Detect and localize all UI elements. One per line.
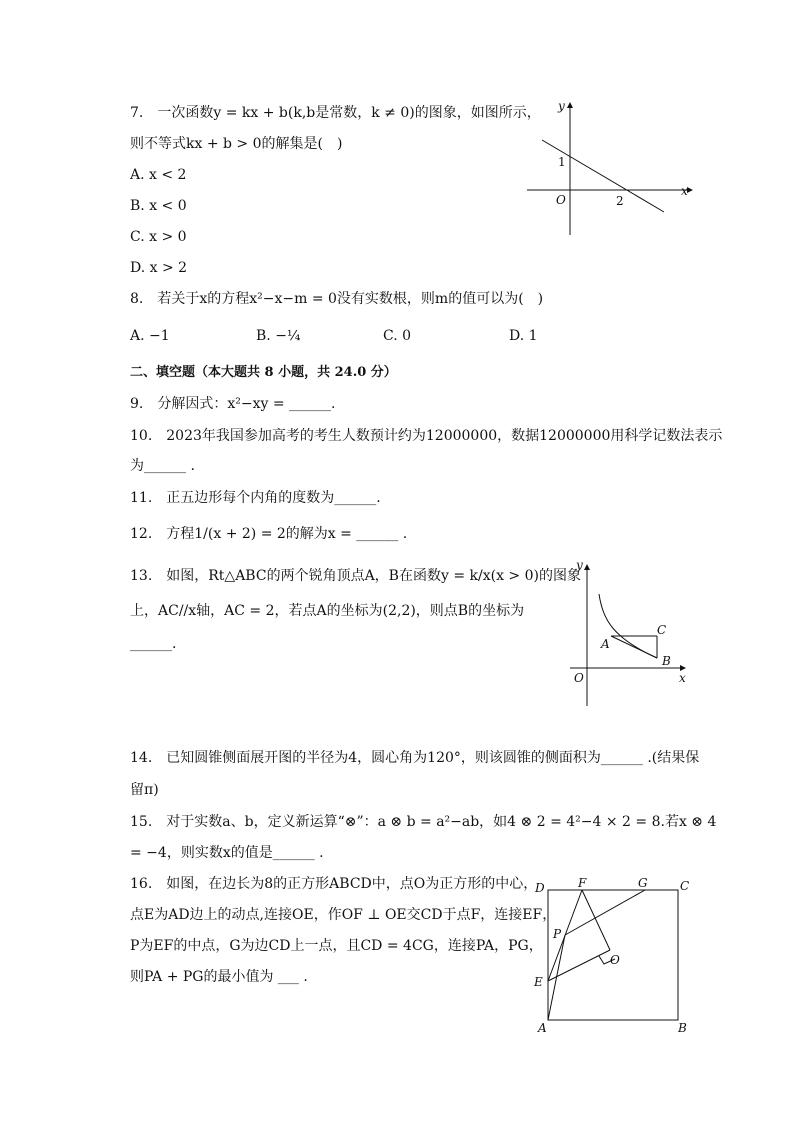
q16-segment-eo <box>548 950 610 981</box>
q16-line4: 则PA + PG的最小值为 ___ . <box>130 969 308 985</box>
q7-option-d: D. x > 2 <box>130 260 188 276</box>
q7-y-arrow <box>567 102 573 108</box>
q13-inverse-graph <box>565 558 695 708</box>
q14-line1: 14. 已知圆锥侧面展开图的半径为4，圆心角为120°，则该圆锥的侧面积为______ .(结果保 <box>130 750 700 766</box>
q13-line1: 13. 如图，Rt△ABC的两个锐角顶点A，B在函数y = k/x(x > 0)的图象 <box>130 568 581 584</box>
q7-option-b: B. x < 0 <box>130 198 187 214</box>
q16-line3: P为EF的中点，G为边CD上一点，且CD = 4CG，连接PA，PG， <box>130 938 543 954</box>
q7-linear-graph <box>522 98 702 238</box>
q16-label-f: F <box>578 876 587 890</box>
q7-y-intercept-label: 1 <box>558 155 566 169</box>
section2-title: 二、填空题（本大题共 8 小题，共 24.0 分） <box>130 365 397 380</box>
q16-segment-pa <box>548 935 565 1020</box>
q13-c-label: C <box>657 623 667 637</box>
q7-x-intercept-label: 2 <box>616 194 624 208</box>
q13-segment-ab <box>611 636 657 658</box>
q7-option-a: A. x < 2 <box>130 167 187 183</box>
q16-line1: 16. 如图，在边长为8的正方形ABCD中，点O为正方形的中心， <box>130 876 538 892</box>
q7-x-label: x <box>681 184 688 198</box>
q14-line2: 留π) <box>130 782 159 798</box>
q7-option-c: C. x > 0 <box>130 229 187 245</box>
q16-label-a: A <box>538 1021 547 1035</box>
q7-x-arrow <box>687 187 693 193</box>
q8-line1: 8. 若关于x的方程x²−x−m = 0没有实数根，则m的值可以为( ) <box>130 291 544 307</box>
q8-option-c: C. 0 <box>383 328 412 344</box>
q13-b-label: B <box>662 654 671 668</box>
q13-y-arrow <box>584 564 590 570</box>
q16-segment-pg <box>565 890 645 935</box>
q7-y-label: y <box>558 99 565 113</box>
q7-line2: 则不等式kx + b > 0的解集是( ) <box>130 136 343 152</box>
q15-line1: 15. 对于实数a、b，定义新运算“⊗”：a ⊗ b = a²−ab，如4 ⊗ 2 = 4²−4 × 2 = 8.若x ⊗ 4 <box>130 814 717 830</box>
q16-label-g: G <box>638 876 648 890</box>
q13-line3: ______. <box>130 636 177 652</box>
q16-label-e: E <box>534 975 543 989</box>
q13-x-label: x <box>679 671 686 685</box>
q13-origin-label: O <box>574 671 584 685</box>
q13-y-label: y <box>576 558 583 572</box>
q16-label-d: D <box>535 881 545 895</box>
q13-a-label: A <box>601 637 610 651</box>
q16-line2: 点E为AD边上的动点,连接OE，作OF ⊥ OE交CD于点F，连接EF， <box>130 907 557 923</box>
q13-line2: 上，AC//x轴，AC = 2，若点A的坐标为(2,2)，则点B的坐标为 <box>130 603 525 619</box>
q16-label-o: O <box>610 953 620 967</box>
q16-square-figure <box>528 876 708 1036</box>
q11-text: 11. 正五边形每个内角的度数为______. <box>130 490 381 506</box>
q16-segment-fo <box>582 890 610 950</box>
q12-text: 12. 方程1/(x + 2) = 2的解为x = ______ . <box>130 526 408 542</box>
q10-line2: 为______ . <box>130 458 195 474</box>
q10-line1: 10. 2023年我国参加高考的考生人数预计约为12000000，数据12000000用科学记数法表示 <box>130 428 723 444</box>
q16-label-p: P <box>553 927 562 941</box>
q7-line1: 7. 一次函数y = kx + b(k,b是常数，k ≠ 0)的图象，如图所示， <box>130 105 541 121</box>
q9-text: 9. 分解因式：x²−xy = ______. <box>130 396 336 412</box>
q7-origin-label: O <box>556 193 566 207</box>
q8-option-d: D. 1 <box>509 328 538 344</box>
q8-option-b: B. −¼ <box>256 328 301 344</box>
q8-option-a: A. −1 <box>130 328 170 344</box>
q15-line2: = −4，则实数x的值是______ . <box>130 845 324 861</box>
q16-label-b: B <box>678 1021 687 1035</box>
q16-label-c: C <box>680 879 690 893</box>
